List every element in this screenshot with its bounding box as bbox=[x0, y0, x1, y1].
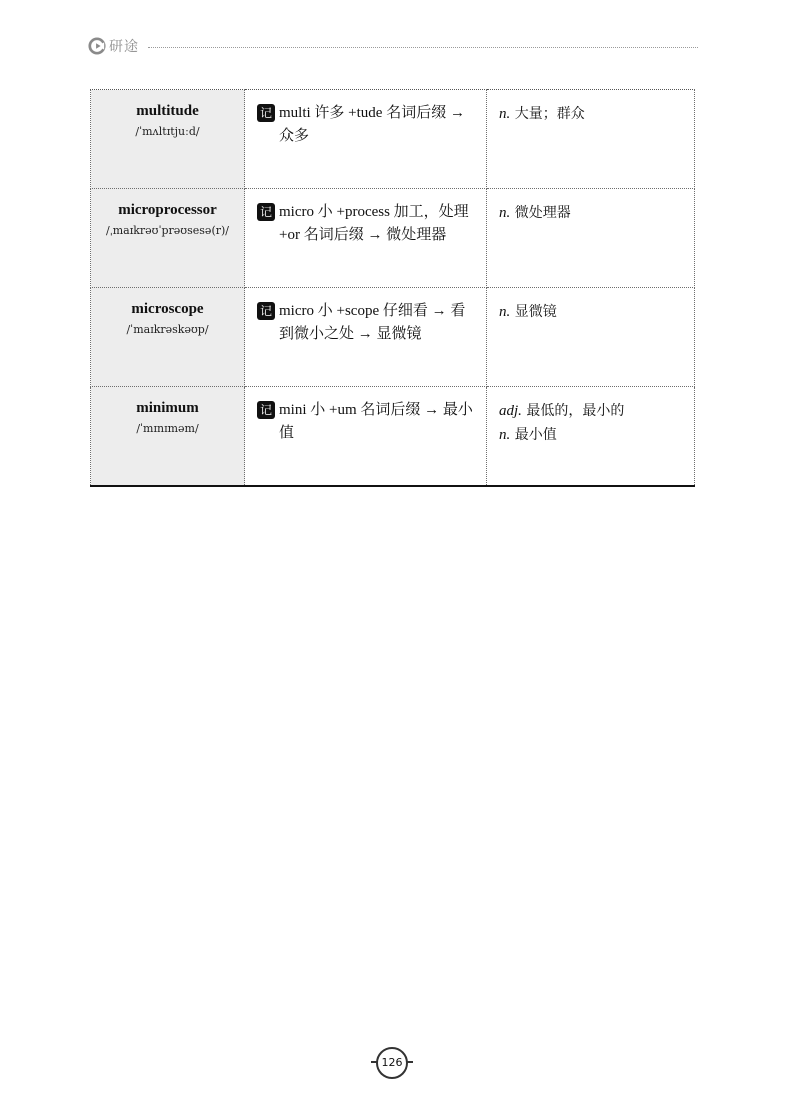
word-cell bbox=[91, 387, 245, 487]
header-divider bbox=[148, 47, 698, 48]
part-of-speech: n. bbox=[499, 106, 511, 122]
memo-text: micro 小 +process 加工，处理 +or 名词后缀 → 微处理器 bbox=[279, 204, 469, 243]
meaning: 显微镜 bbox=[514, 304, 557, 320]
table-row bbox=[91, 387, 695, 487]
headword: minimum bbox=[136, 400, 199, 416]
memo-badge-icon: 记 bbox=[257, 203, 275, 221]
memo-badge-icon: 记 bbox=[257, 104, 275, 122]
page-header bbox=[88, 36, 698, 60]
logo-icon bbox=[88, 37, 106, 55]
meaning: 微处理器 bbox=[514, 205, 571, 221]
vocabulary-table bbox=[90, 89, 695, 487]
definition-cell bbox=[487, 189, 695, 288]
definition-cell bbox=[487, 90, 695, 189]
word-cell bbox=[91, 90, 245, 189]
meaning: 最低的，最小的 bbox=[526, 403, 625, 419]
logo bbox=[88, 36, 139, 56]
phonetic: /ˈmaɪkrəskəʊp/ bbox=[126, 323, 209, 336]
phonetic: /ˈmɪnɪməm/ bbox=[136, 422, 199, 435]
meaning: 最小值 bbox=[514, 427, 557, 443]
table-row bbox=[91, 90, 695, 189]
meaning: 大量；群众 bbox=[514, 106, 585, 122]
definition-cell bbox=[487, 387, 695, 487]
part-of-speech: n. bbox=[499, 427, 511, 443]
part-of-speech: n. bbox=[499, 304, 511, 320]
definition-cell bbox=[487, 288, 695, 387]
part-of-speech: n. bbox=[499, 205, 511, 221]
part-of-speech: adj. bbox=[499, 403, 522, 419]
memo-cell bbox=[245, 189, 487, 288]
memo-cell bbox=[245, 90, 487, 189]
memo-badge-icon: 记 bbox=[257, 302, 275, 320]
word-cell bbox=[91, 288, 245, 387]
definition-line bbox=[499, 423, 686, 447]
headword: multitude bbox=[136, 103, 199, 119]
headword: microscope bbox=[131, 301, 204, 317]
table-row bbox=[91, 189, 695, 288]
definition-line bbox=[499, 399, 686, 423]
definition-line bbox=[499, 300, 686, 324]
word-cell bbox=[91, 189, 245, 288]
phonetic: /ˈmʌltɪtjuːd/ bbox=[135, 125, 200, 138]
table-row bbox=[91, 288, 695, 387]
logo-text: 研途 bbox=[109, 39, 139, 55]
memo-cell bbox=[245, 387, 487, 487]
memo-badge-icon: 记 bbox=[257, 401, 275, 419]
memo-text: multi 许多 +tude 名词后缀 → 众多 bbox=[279, 105, 465, 144]
headword: microprocessor bbox=[118, 202, 217, 218]
memo-text: micro 小 +scope 仔细看 → 看到微小之处 → 显微镜 bbox=[279, 303, 466, 342]
memo-text: mini 小 +um 名词后缀 → 最小值 bbox=[279, 402, 473, 441]
definition-line bbox=[499, 102, 686, 126]
phonetic: /ˌmaɪkrəʊˈprəʊsesə(r)/ bbox=[105, 224, 229, 237]
memo-cell bbox=[245, 288, 487, 387]
definition-line bbox=[499, 201, 686, 225]
page-number: 126 bbox=[376, 1047, 408, 1079]
